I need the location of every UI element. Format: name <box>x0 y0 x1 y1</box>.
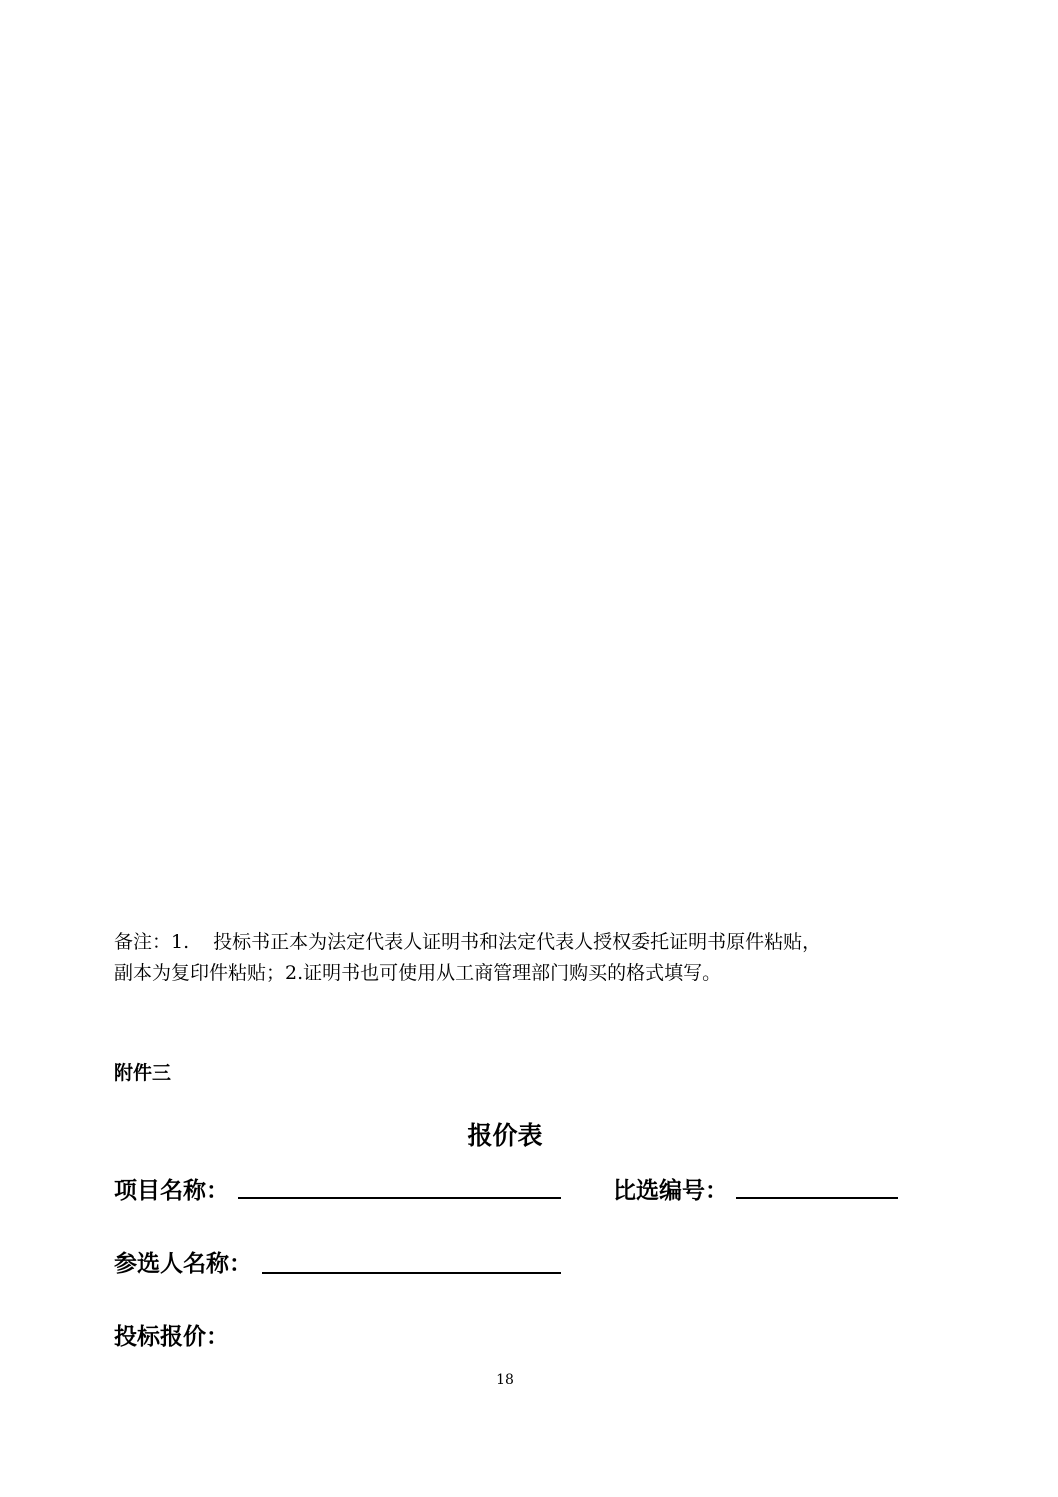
quotation-form-title: 报价表 <box>467 1121 543 1150</box>
selection-number-blank[interactable] <box>736 1197 898 1199</box>
project-name-blank[interactable] <box>238 1197 561 1199</box>
remarks-line-1-text: 投标书正本为法定代表人证明书和法定代表人授权委托证明书原件粘贴， <box>213 931 822 953</box>
remarks-note <box>114 927 914 989</box>
bid-price-label: 投标报价： <box>114 1324 229 1350</box>
selection-number-label: 比选编号： <box>613 1178 728 1204</box>
attachment-heading: 附件三 <box>114 1062 172 1084</box>
participant-name-label: 参选人名称： <box>114 1251 252 1277</box>
remarks-prefix: 备注：1. <box>114 931 190 953</box>
remarks-line-1 <box>114 927 914 958</box>
project-name-label: 项目名称： <box>114 1178 229 1204</box>
page-number: 18 <box>496 1372 514 1388</box>
participant-name-blank[interactable] <box>262 1272 561 1274</box>
remarks-line-2: 副本为复印件粘贴；2.证明书也可使用从工商管理部门购买的格式填写。 <box>114 962 722 984</box>
